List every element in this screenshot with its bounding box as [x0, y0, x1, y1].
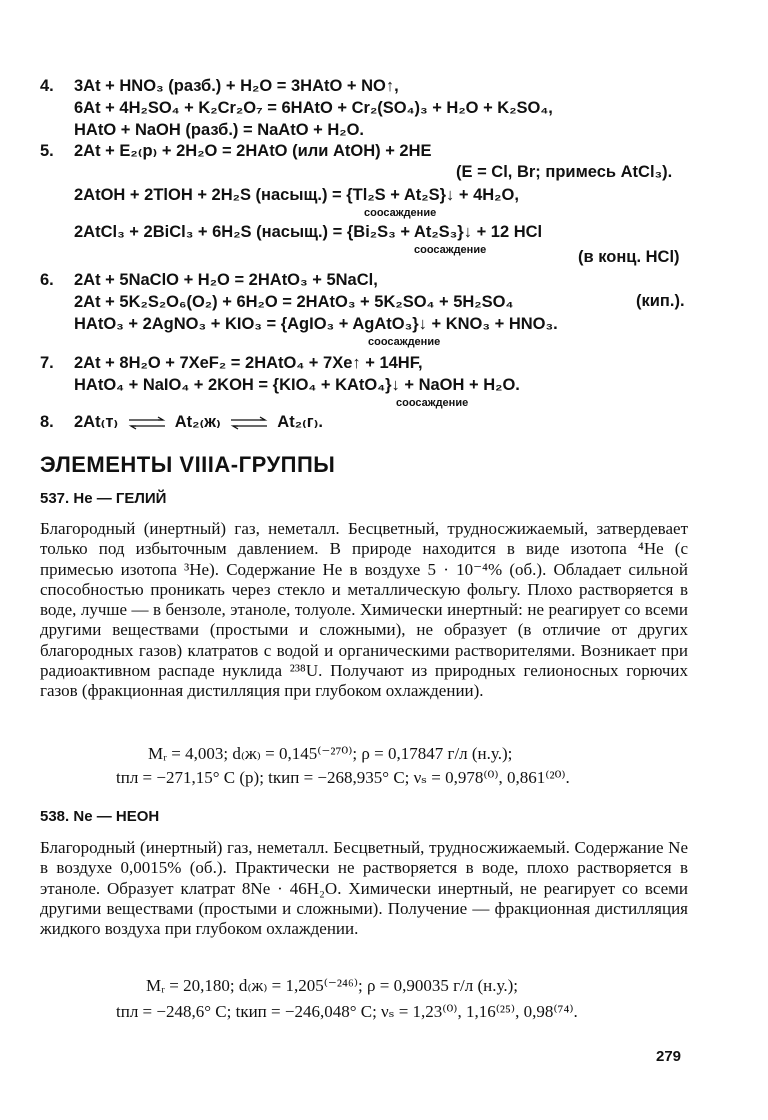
- reaction-line: 2At + 8H₂O + 7XeF₂ = 2HAtO₄ + 7Xe↑ + 14HF,: [74, 354, 423, 372]
- entry-props-neon-2: tпл = −248,6° C; tкип = −246,048° C; νₛ = 1,23⁽⁰⁾, 1,16⁽²⁵⁾, 0,98⁽⁷⁴⁾.: [116, 1002, 578, 1021]
- entry-text-helium: Благородный (инертный) газ, неметалл. Бесцветный, трудносжижаемый, затвердевает только под избыточным давлением. В природе находится в виде изотопа ⁴He (с примесью изотопа ³He). Содержание He в воздухе 5 · 10⁻⁴% (об.). Обладает сильной способностью проникать через стекло и металлическую фольгу. Плохо растворяется в воде, лучше — в бензоле, этаноле, толуоле. Химически инертный: не реагирует со всеми другими веществами (простыми и сложными), не образует (в отличие от других благородных газов) клатратов с водой и органическими растворителями. Возникает при радиоактивном распаде нуклида ²³⁸U. Получают из природных гелионосных горючих газов (фракционная дистилляция при глубоком охлаждении).: [40, 519, 688, 701]
- section-title: ЭЛЕМЕНТЫ VIIIA-ГРУППЫ: [40, 452, 336, 477]
- entry-title-helium: 537. He — ГЕЛИЙ: [40, 490, 167, 507]
- reaction-line: 2At + 5K₂S₂O₆(O₂) + 6H₂O = 2HAtO₃ + 5K₂SO₄ + 5H₂SO₄: [74, 293, 514, 311]
- reaction-number: 7.: [40, 354, 54, 372]
- entry-props-helium-1: Mᵣ = 4,003; d₍ж₎ = 0,145⁽⁻²⁷⁰⁾; ρ = 0,17847 г/л (н.у.);: [148, 744, 513, 763]
- reaction-number: 8.: [40, 413, 54, 431]
- reaction-note: (в конц. HCl): [578, 248, 680, 266]
- reaction-number: 5.: [40, 142, 54, 160]
- equilibrium-arrows-icon: [127, 416, 167, 430]
- coprecipitation-label: соосаждение: [414, 244, 487, 256]
- reaction-line: 6At + 4H₂SO₄ + K₂Cr₂O₇ = 6HAtO + Cr₂(SO₄)₃ + H₂O + K₂SO₄,: [74, 99, 553, 117]
- equilibrium-line: [74, 412, 323, 432]
- reaction-line: 2At + E₂₍р₎ + 2H₂O = 2HAtO (или AtOH) + 2HE: [74, 142, 432, 160]
- reaction-line: HAtO + NaOH (разб.) = NaAtO + H₂O.: [74, 121, 365, 139]
- coprecipitation-label: соосаждение: [364, 207, 437, 219]
- reaction-line: 2AtCl₃ + 2BiCl₃ + 6H₂S (насыщ.) = {Bi₂S₃ + At₂S₃}↓ + 12 HCl: [74, 223, 543, 241]
- page-number: 279: [656, 1048, 682, 1065]
- reaction-number: 4.: [40, 77, 54, 95]
- entry-text-neon: Благородный (инертный) газ, неметалл. Бесцветный, трудносжижаемый. Содержание Ne в воздухе 0,0015% (об.). Практически не растворяется в воде, плохо растворяется в этаноле. Образует клатрат 8Ne · 46H₂O. Химически инертный, не реагирует со всеми другими веществами (простыми и сложными). Получение — фракционная дистилляция жидкого воздуха при глубоком охлаждении.: [40, 838, 688, 939]
- entry-title-neon: 538. Ne — НЕОН: [40, 808, 160, 825]
- reaction-line: 2AtOH + 2TlOH + 2H₂S (насыщ.) = {Tl₂S + At₂S}↓ + 4H₂O,: [74, 186, 519, 204]
- reaction-line: 3At + HNO₃ (разб.) + H₂O = 3HAtO + NO↑,: [74, 77, 399, 95]
- reaction-line: 2At + 5NaClO + H₂O = 2HAtO₃ + 5NaCl,: [74, 271, 378, 289]
- reaction-line: HAtO₄ + NaIO₄ + 2KOH = {KIO₄ + KAtO₄}↓ + NaOH + H₂O.: [74, 376, 520, 394]
- reaction-number: 6.: [40, 271, 54, 289]
- reaction-note: (E = Cl, Br; примесь AtCl₃).: [456, 163, 673, 181]
- phase-liquid: At₂₍ж₎: [174, 413, 221, 431]
- coprecipitation-label: соосаждение: [368, 336, 441, 348]
- entry-props-neon-1: Mᵣ = 20,180; d₍ж₎ = 1,205⁽⁻²⁴⁶⁾; ρ = 0,90035 г/л (н.у.);: [146, 976, 518, 995]
- reaction-note: (кип.).: [636, 292, 685, 310]
- entry-props-helium-2: tпл = −271,15° C (p); tкип = −268,935° C; νₛ = 0,978⁽⁰⁾, 0,861⁽²⁰⁾.: [116, 768, 570, 787]
- reaction-line: HAtO₃ + 2AgNO₃ + KIO₃ = {AgIO₃ + AgAtO₃}↓ + KNO₃ + HNO₃.: [74, 315, 558, 333]
- phase-gas: At₂₍г₎.: [277, 413, 324, 431]
- coprecipitation-label: соосаждение: [396, 397, 469, 409]
- phase-solid: 2At₍т₎: [74, 413, 119, 431]
- equilibrium-arrows-icon: [229, 416, 269, 430]
